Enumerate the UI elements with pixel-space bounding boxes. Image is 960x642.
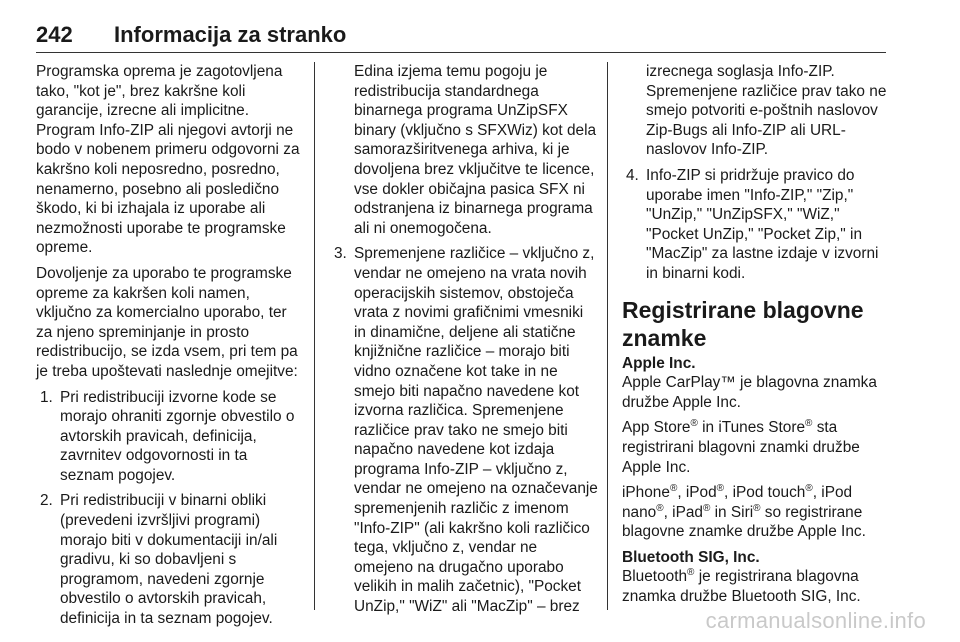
subheading-bluetooth: Bluetooth SIG, Inc. bbox=[622, 548, 760, 566]
registered-mark: ® bbox=[669, 482, 678, 494]
text-run: in Siri bbox=[710, 503, 754, 521]
text-run: sta registrirani blagovni znamki družbe Apple Inc. bbox=[622, 419, 860, 476]
paragraph-carplay: Apple CarPlay™ je blagovna znamka družbe Apple Inc. bbox=[622, 374, 877, 411]
column-divider bbox=[607, 62, 608, 610]
text-run: , iPod touch bbox=[724, 484, 806, 502]
paragraph-iphone bbox=[622, 483, 894, 542]
text-run: je registrirana blagovna znamka družbe Bluetooth SIG, Inc. bbox=[622, 568, 861, 606]
paragraph-bluetooth bbox=[622, 567, 894, 606]
conditions-list bbox=[622, 166, 894, 284]
text-run: , iPod bbox=[677, 484, 717, 502]
text-run: so registrirane blagovne znamke družbe Apple Inc. bbox=[622, 503, 866, 541]
registered-mark: ® bbox=[805, 418, 813, 430]
list-item bbox=[330, 244, 598, 616]
registered-mark: ® bbox=[805, 482, 813, 494]
page-title: Informacija za stranko bbox=[114, 22, 347, 47]
page-header bbox=[36, 20, 886, 53]
list-text: Pri redistribuciji v binarni obliki (prevedeni izvršljivi programi) morajo biti v dokumentaciji in/ali gradivu, ki so dobavljeni s programom, navedeni zgornje obvestilo o avtorskih pravicah, definicija in ta seznam pogojev. bbox=[60, 492, 278, 628]
text-run: in iTunes Store bbox=[697, 419, 806, 437]
registered-mark: ® bbox=[716, 482, 725, 494]
subheading-apple: Apple Inc. bbox=[622, 354, 696, 372]
list-text: Info-ZIP si pridržuje pravico do uporabe imen "Info-ZIP," "Zip," "UnZip," "UnZipSFX," "WiZ," "Pocket UnZip," "Pocket Zip," in "MacZip" za lastne izdaje v izvorni in binarni kodi. bbox=[646, 166, 879, 282]
conditions-list bbox=[330, 244, 598, 616]
paragraph-disclaimer: Programska oprema je zagotovljena tako, "kot je", brez kakršne koli garancije, izrecne ali implicitne. Program Info-ZIP ali njegovi avtorji ne bodo v nobenem primeru odgovorni za kakršno koli neposredno, posredno, nenamerno, posebno ali posledično škodo, ki bi izhajala iz uporabe ali nezmožnosti uporabe te programske opreme. bbox=[36, 63, 300, 257]
text-run: iPhone bbox=[622, 484, 670, 502]
column-2 bbox=[330, 62, 598, 623]
list-item bbox=[36, 388, 300, 486]
text-run: , iPad bbox=[663, 503, 703, 521]
text-run: App Store bbox=[622, 419, 691, 437]
registered-mark: ® bbox=[690, 418, 698, 430]
list-number: 2. bbox=[40, 492, 53, 510]
section-heading: Registrirane blagovne znamke bbox=[622, 296, 864, 351]
list-number: 3. bbox=[334, 245, 347, 263]
registered-mark: ® bbox=[702, 502, 711, 514]
list-item bbox=[622, 166, 894, 284]
conditions-list bbox=[36, 388, 300, 629]
watermark: carmanualsonline.info bbox=[705, 608, 926, 633]
registered-mark: ® bbox=[753, 502, 761, 514]
list-text: Pri redistribuciji izvorne kode se morajo ohraniti zgornje obvestilo o avtorskih pravicah, definicija, zavrnitev odgovornosti in ta seznam pogojev. bbox=[60, 388, 295, 484]
column-divider bbox=[314, 62, 315, 610]
paragraph-appstore bbox=[622, 418, 894, 477]
list-continuation: izrecnega soglasja Info-ZIP. Spremenjene različice prav tako ne smejo potvoriti e-poštnih naslovov Zip-Bugs ali Info-ZIP ali URL-naslovov Info-ZIP. bbox=[646, 63, 887, 159]
list-item bbox=[36, 491, 300, 628]
paragraph-permission: Dovoljenje za uporabo te programske opreme za kakršen koli namen, vključno za komercialno uporabo, ter za njeno spreminjanje in prosto redistribucijo, se izda vsem, pri tem pa je treba upoštevati naslednje omejitve: bbox=[36, 264, 298, 380]
column-3 bbox=[622, 62, 894, 613]
list-text: Spremenjene različice – vključno z, vendar ne omejeno na vrata novih operacijskih sistemov, obstoječa vrata z novimi grafičnimi vmesniki in dinamične, deljene ali statične knjižnične različice – morajo biti vidno označene kot take in ne smejo biti napačno navedene kot izvorna različica. Spremenjene različice prav tako ne smejo biti napačno navedene kot izdaja programa Info-ZIP – vključno z, vendar ne omejeno na označevanje spremenjenih različic z imenom "Info-ZIP" (ali kakršno koli različico tega, vključno z, vendar ne omejeno na drugačno uporabo velikih in malih začetnic), "Pocket UnZip," "WiZ" ali "MacZip" – brez bbox=[354, 245, 598, 616]
text-run: Bluetooth bbox=[622, 568, 688, 586]
text-run: , iPod nano bbox=[622, 484, 853, 521]
registered-mark: ® bbox=[687, 567, 695, 579]
registered-mark: ® bbox=[656, 502, 664, 514]
list-number: 1. bbox=[40, 388, 53, 406]
list-continuation: Edina izjema temu pogoju je redistribucija standardnega binarnega programa UnZipSFX binary (vključno s SFXWiz) kot dela samorazširitvenega arhiva, ki je dovoljena brez vključitve te licence, vse dokler običajna pasica SFX ni odstranjena iz binarnega programa ali ni onemogočena. bbox=[354, 63, 597, 237]
column-1 bbox=[36, 62, 300, 635]
list-number: 4. bbox=[626, 166, 639, 184]
page-number: 242 bbox=[36, 22, 73, 47]
